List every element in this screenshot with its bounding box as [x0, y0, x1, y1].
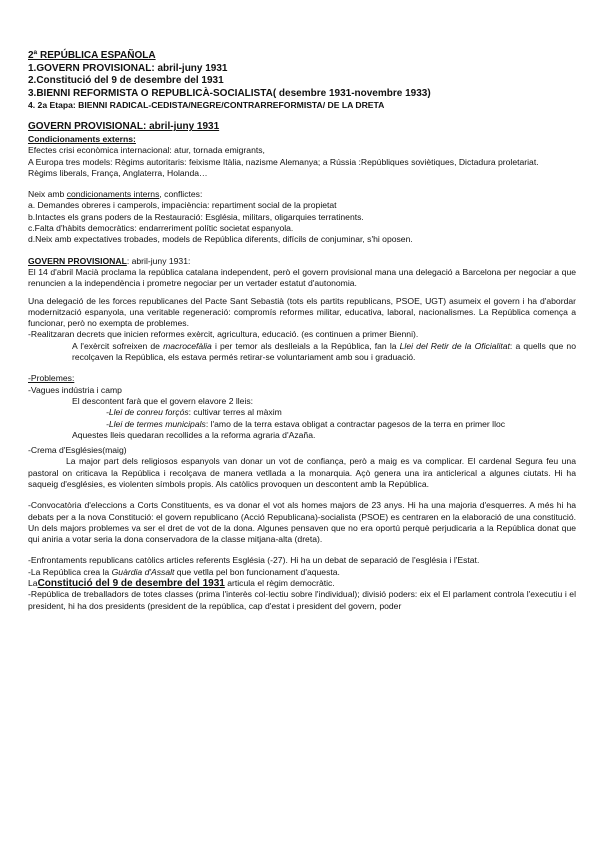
- guardia: -La República crea la Guàrdia d'Assalt que vetlla pel bon funcionament d'aquesta.: [28, 566, 340, 577]
- enfrontaments: -Enfrontaments republicans catòlics articles referents Església (-27). Hi ha un debat de separació de l'església i l'Estat.: [28, 555, 480, 566]
- convocatoria: -Convocatòria d'eleccions a Corts Constituents, es va donar el vot als homes majors de 23 anys. Hi ha una majoria d'esquerres. A més hi ha debats per a la nova Constitució: el govern republicano (Acció Republicana)-socialista (PSOE) es centraren en la elaboració de una constitució. Un dels majors problemes va ser el dret de vot de la dona. Algunes pensaven que no era oportú perquè perjudicaria a la República donat que qui aniria a votar seria la dona conservadora de la classe mitjana-alta (dreta).: [28, 500, 576, 545]
- index-item-3: 3.BIENNI REFORMISTA O REPUBLICÀ-SOCIALISTA( desembre 1931-novembre 1933): [28, 87, 431, 99]
- crema: -Crema d'Esglésies(maig): [28, 445, 127, 456]
- army-para: A l'exèrcit sofreixen de macrocefàlia i per temor als deslleials a la República, fan la Llei del Retir de la Oficialitat: a quells que no recolçaven la República, els estava permés retirar-se voluntariament amb sou i graduació.: [72, 340, 576, 363]
- llei-2: -Llei de termes municipals: l'amo de la terra estava obligat a contractar pagesos de la terra en primer lloc: [106, 418, 506, 429]
- int-intro: Neix amb condicionaments interns, conflictes:: [28, 189, 203, 200]
- govern-heading: GOVERN PROVISIONAL: abril-juny 1931: [28, 121, 220, 133]
- index-item-4: 4. 2a Etapa: BIENNI RADICAL-CEDISTA/NEGRE/CONTRARREFORMISTA/ DE LA DRETA: [28, 100, 385, 111]
- section2-para-1: El 14 d'abril Macià proclama la república catalana independent, però el govern provisional mana una delegació a Barcelona per negociar a que renuncien a la independència i prometre negociar per un vertader estatut d'autonomia.: [28, 266, 576, 289]
- int-link: condicionaments interns: [66, 189, 160, 200]
- constitucio-line: LaConstitució del 9 de desembre del 1931 articula el règim democràtic.: [28, 578, 335, 590]
- descontent: El descontent farà que el govern elavore 2 lleis:: [72, 395, 254, 406]
- constitucio-link: Constitució del 9 de desembre del 1931: [37, 578, 225, 590]
- int-line-d: d.Neix amb expectatives trobades, models de República diferents, difícils de conjuminar, s'hi oposen.: [28, 234, 413, 245]
- ext-heading: Condicionaments externs:: [28, 133, 136, 144]
- crema-para: La major part dels religiosos espanyols van donar un vot de confiança, però a maig es va complicar. El cardenal Segura feu una pastoral on criticava la República i recolçava de manera vetllada a la monarquia. Açò genera una ira anticlerical a algunes ciutats. Hi ha saqueig d'esglésies, es violenten símbols propis. Als catòlics provoquen un descontent amb la República.: [28, 456, 576, 489]
- section2-heading: GOVERN PROVISIONAL: abril-juny 1931:: [28, 255, 191, 266]
- index-item-2: 2.Constitució del 9 de desembre del 1931: [28, 75, 224, 87]
- ext-line-1: Efectes crisi econòmica internacional: atur, tornada emigrants,: [28, 145, 265, 156]
- vagues: -Vagues indústria i camp: [28, 384, 122, 395]
- ext-line-3: Règims liberals, França, Anglaterra, Holanda…: [28, 167, 208, 178]
- llei-1: -Llei de conreu forçós: cultivar terres al màxim: [106, 407, 282, 418]
- int-line-b: b.Intactes els grans poders de la Restauració: Església, militars, oligarquies terratinents.: [28, 211, 364, 222]
- problemes-heading: -Problemes:: [28, 373, 75, 384]
- int-line-a: a. Demandes obreres i camperols, impaciència: repartiment social de la propietat: [28, 200, 337, 211]
- document-page: [28, 50, 576, 612]
- aquestes: Aquestes lleis quedaran recollides a la reforma agraria d'Azaña.: [72, 429, 316, 440]
- ext-line-2: A Europa tres models: Règims autoritaris: feixisme Itàlia, nazisme Alemanya; a Rússia :Repúbliques soviètiques, Dictadura proletariat.: [28, 156, 539, 167]
- index-item-1: 1.GOVERN PROVISIONAL: abril-juny 1931: [28, 62, 228, 74]
- int-line-c: c.Falta d'hàbits democràtics: endarreriment polític societat espanyola.: [28, 223, 294, 234]
- section2-para-2: Una delegació de les forces republicanes del Pacte Sant Sebastià (tots els partits republicans, PSOE, UGT) asumeix el govern i ha d'abordar modernització espanyola, una veritable regeneració: compromís reformes militar, educativa, laboral, nacionalismes. La República comença a funcionar, però no exempta de problemes.: [28, 295, 576, 329]
- doc-title: 2ª REPÚBLICA ESPAÑOLA: [28, 50, 156, 61]
- section2-para-3: -Realitzaran decrets que inicien reformes exèrcit, agricultura, educació. (es continuen a primer Bienni).: [28, 329, 419, 340]
- treballadors: -República de treballadors de totes classes (prima l'interès col·lectiu sobre l'individual); divisió poders: eix el El parlament controla l'executiu i el president, hi ha dos presidents (president de la república, cap d'estat i president del govern, poder: [28, 589, 576, 611]
